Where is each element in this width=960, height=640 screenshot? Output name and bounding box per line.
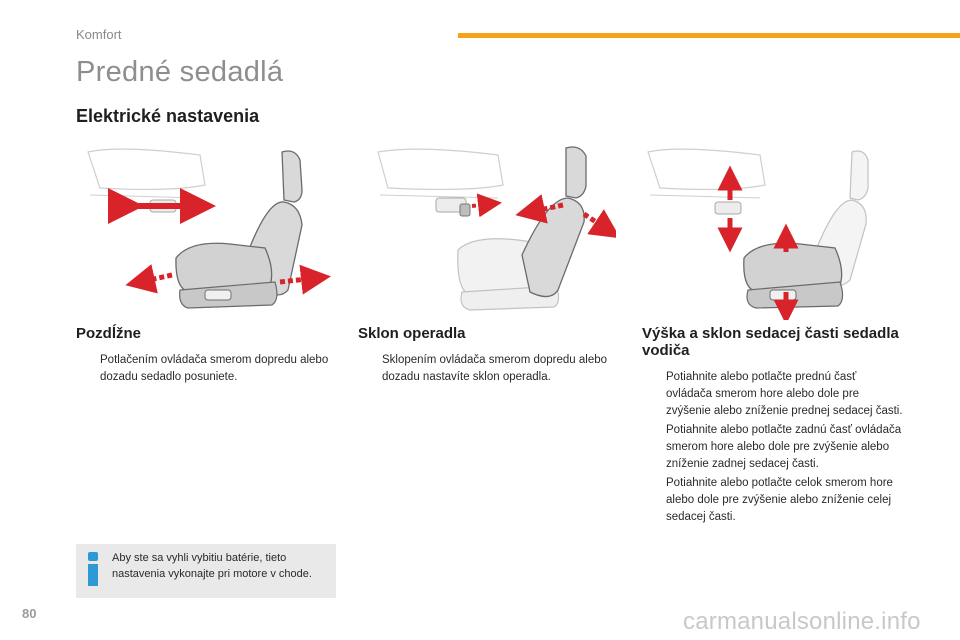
watermark: carmanualsonline.info (683, 608, 921, 635)
seat-height-illustration (640, 140, 898, 320)
seat-longitudinal-illustration (80, 140, 338, 320)
recline-arrow-upper (472, 204, 490, 206)
header-accent-rule (458, 33, 960, 38)
info-icon (86, 552, 100, 590)
section-label: Komfort (76, 27, 122, 42)
column-backrest (358, 325, 618, 388)
column-heading: Sklon operadla (358, 325, 466, 342)
item-text: Potiahnite alebo potlačte prednú časť ovládača smerom hore alebo dole pre zvýšenie alebo zníženie prednej sedacej časti. (666, 371, 903, 417)
list-item (642, 422, 904, 473)
info-note-box (76, 544, 336, 598)
item-text: Potlačením ovládača smerom dopredu alebo dozadu sedadlo posuniete. (100, 354, 329, 383)
page-title: Predné sedadlá (76, 56, 284, 88)
item-text: Potiahnite alebo potlačte zadnú časť ovládača smerom hore alebo dole pre zvýšenie alebo zníženie zadnej sedacej časti. (666, 424, 902, 470)
column-height (642, 325, 904, 528)
column-longitudinal (76, 325, 336, 388)
list-item (76, 352, 336, 386)
column-heading: Výška a sklon sedacej časti sedadla vodiča (642, 325, 899, 359)
item-text: Potiahnite alebo potlačte celok smerom hore alebo dole pre zvýšenie alebo zníženie celej sedacej časti. (666, 477, 893, 523)
recline-arrow-backward (584, 214, 608, 230)
info-note-text: Aby ste sa vyhli vybitiu batérie, tieto nastavenia vykonajte pri motore v chode. (112, 552, 312, 580)
seat-backrest-illustration (358, 140, 616, 320)
longitudinal-arrow-forward (140, 275, 172, 282)
column-heading: Pozdĺžne (76, 325, 142, 342)
list-item (642, 475, 904, 526)
page-number: 80 (22, 606, 37, 621)
list-item (642, 369, 904, 420)
section-subtitle: Elektrické nastavenia (76, 106, 260, 126)
item-text: Sklopením ovládača smerom dopredu alebo dozadu nastavíte sklon operadla. (382, 354, 608, 383)
list-item (358, 352, 618, 386)
